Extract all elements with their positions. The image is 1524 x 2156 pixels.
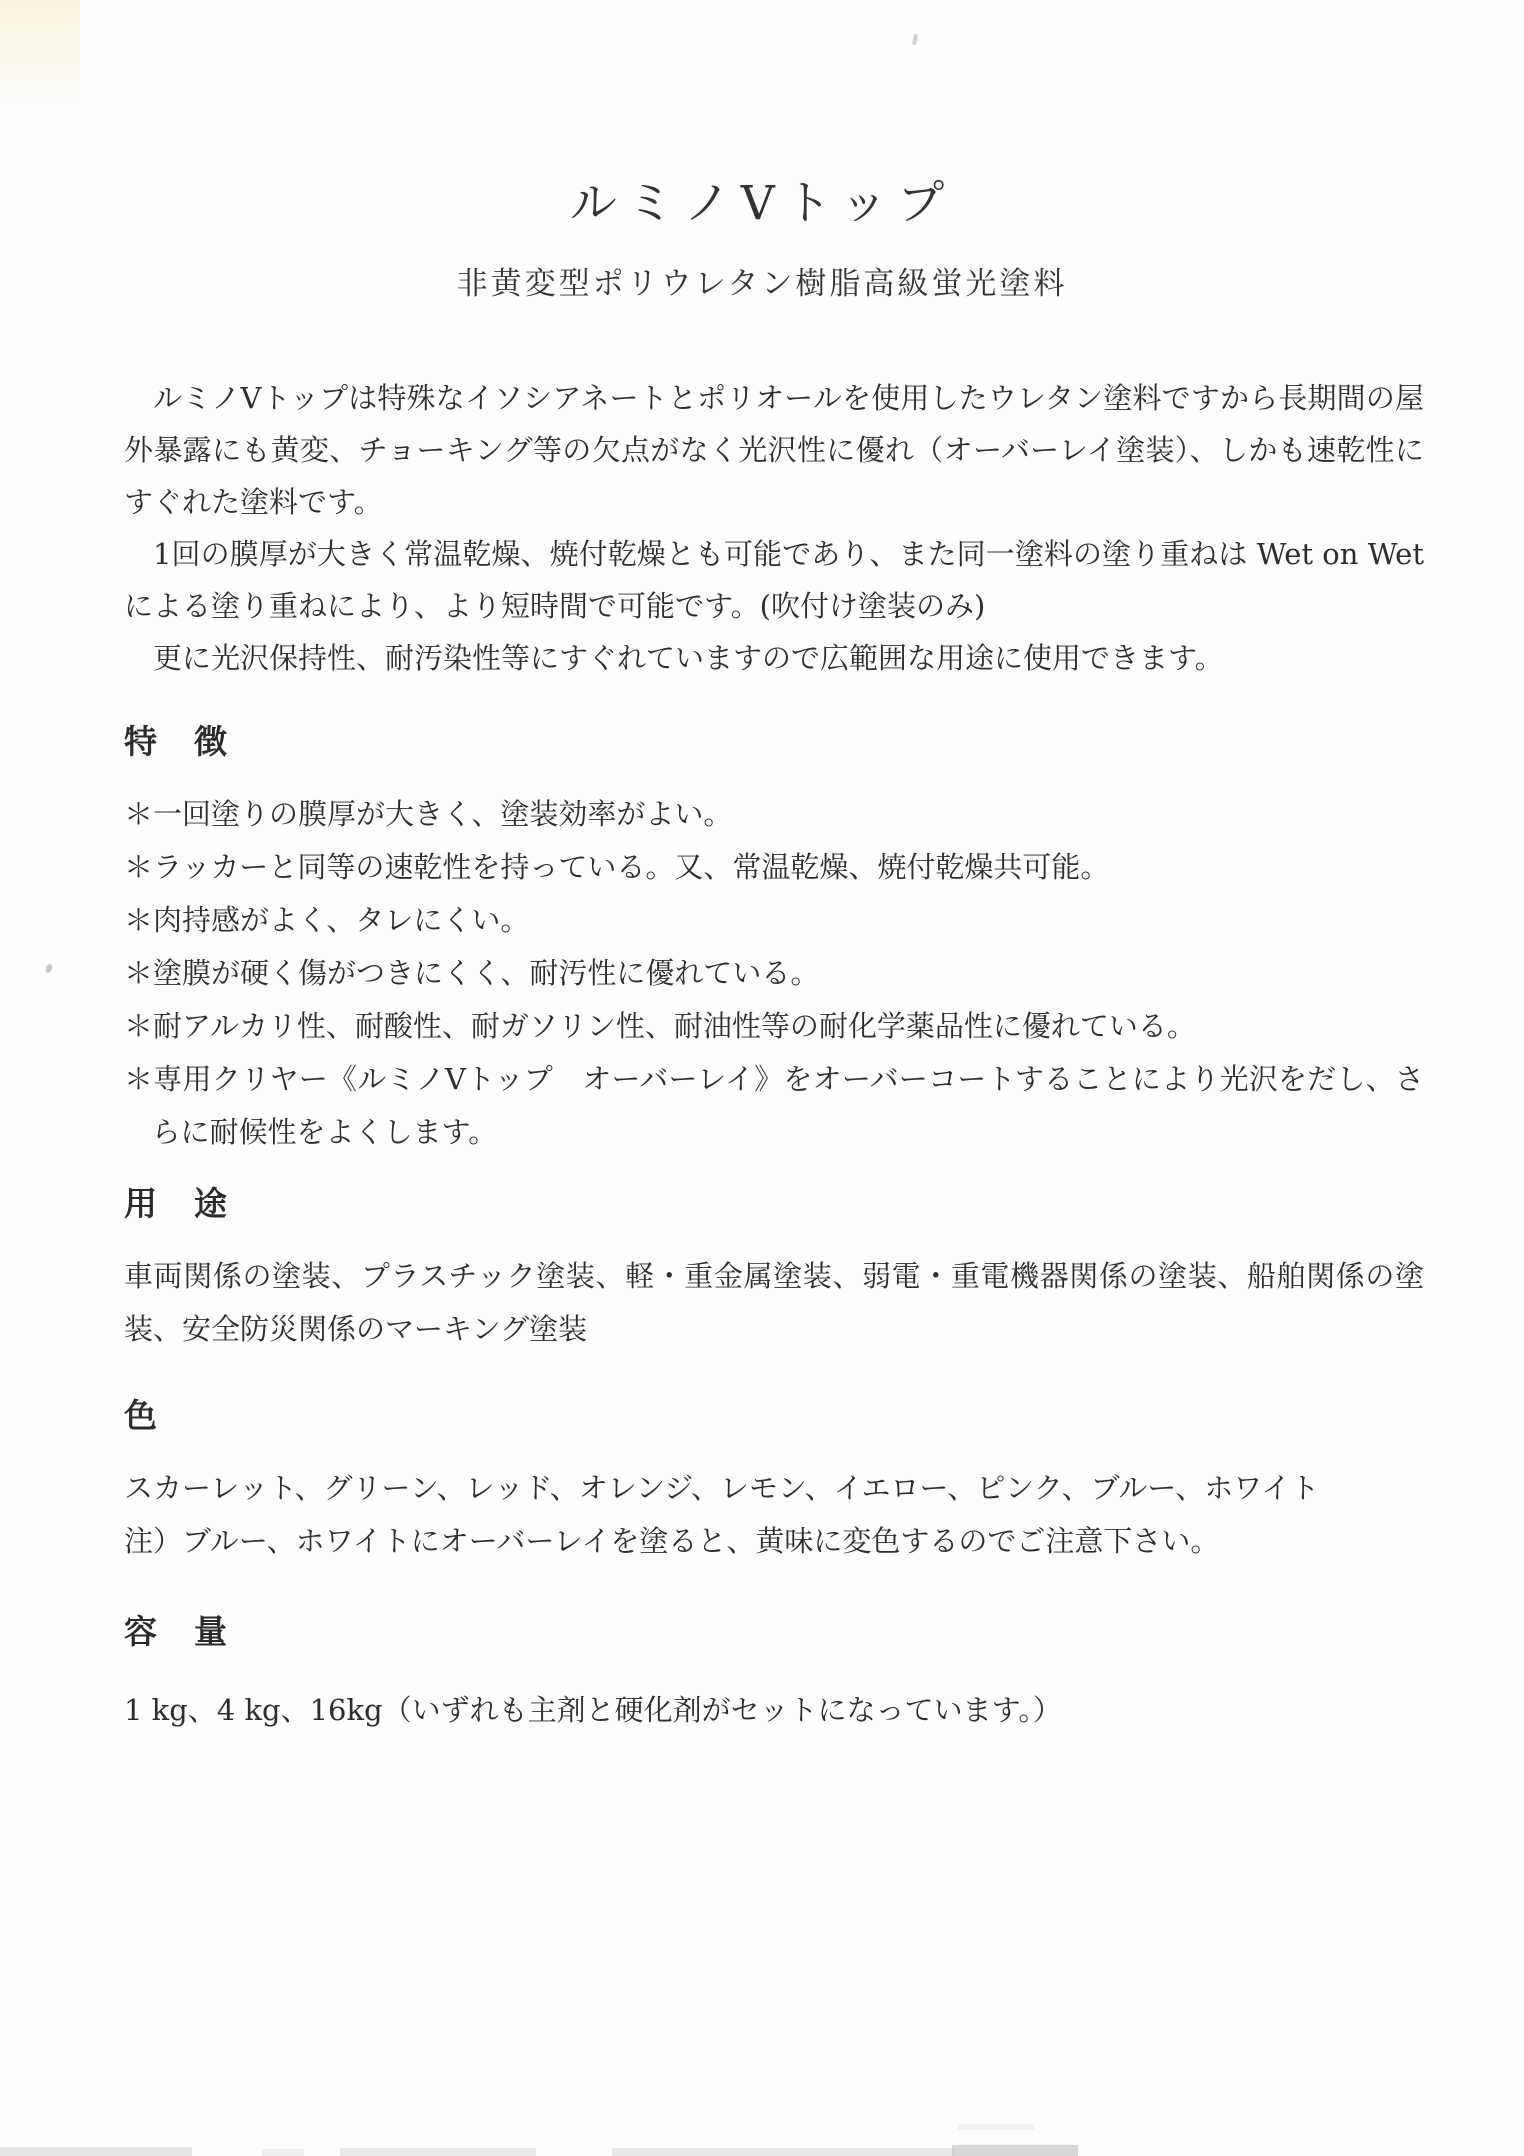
feature-item: ＊ラッカーと同等の速乾性を持っている。又、常温乾燥、焼付乾燥共可能。 bbox=[124, 850, 1110, 884]
scan-bottom-smudge bbox=[958, 2124, 1034, 2130]
page-subtitle: 非黄変型ポリウレタン樹脂高級蛍光塗料 bbox=[456, 266, 1068, 302]
section-uses bbox=[124, 1178, 1424, 1356]
feature-item: ＊肉持感がよく、タレにくい。 bbox=[124, 903, 530, 937]
section-features bbox=[124, 716, 1424, 1159]
feature-item: ＊専用クリヤー《ルミノVトップ オーバーレイ》をオーバーコートすることにより光沢をだし、さらに耐候性をよくします。 bbox=[124, 1062, 1424, 1149]
capacity-text: 1 kg、4 kg、16kg（いずれも主剤と硬化剤がセットになっています。） bbox=[124, 1693, 1062, 1727]
scan-speck-artifact bbox=[912, 34, 918, 46]
feature-item: ＊塗膜が硬く傷がつきにくく、耐汚性に優れている。 bbox=[124, 956, 820, 990]
page-title: ルミノVトップ bbox=[569, 176, 955, 231]
intro-paragraph: 更に光沢保持性、耐汚染性等にすぐれていますので広範囲な用途に使用できます。 bbox=[153, 641, 1224, 675]
scan-speck-artifact bbox=[45, 963, 53, 973]
section-capacity bbox=[124, 1606, 1424, 1737]
uses-text: 車両関係の塗装、プラスチック塗装、軽・重金属塗装、弱電・重電機器関係の塗装、船舶関係の塗装、安全防災関係のマーキング塗装 bbox=[124, 1259, 1424, 1346]
capacity-heading: 容 量 bbox=[124, 1612, 229, 1651]
scan-bottom-smudge bbox=[612, 2148, 954, 2156]
intro-paragraph: ルミノVトップは特殊なイソシアネートとポリオールを使用したウレタン塗料ですから長期間の屋外暴露にも黄変、チョーキング等の欠点がなく光沢性に優れ（オーバーレイ塗装）、しかも速乾性にすぐれた塗料です。 bbox=[124, 381, 1424, 519]
feature-item: ＊耐アルカリ性、耐酸性、耐ガソリン性、耐油性等の耐化学薬品性に優れている。 bbox=[124, 1009, 1196, 1043]
scan-bottom-smudge bbox=[0, 2147, 192, 2156]
scan-bottom-smudge bbox=[340, 2148, 536, 2156]
intro-paragraph: 1回の膜厚が大きく常温乾燥、焼付乾燥とも可能であり、また同一塗料の塗り重ねは Wet on Wet による塗り重ねにより、より短時間で可能です。(吹付け塗装のみ) bbox=[124, 537, 1424, 623]
feature-item: ＊一回塗りの膜厚が大きく、塗装効率がよい。 bbox=[124, 797, 733, 831]
scan-corner-artifact bbox=[0, 0, 80, 130]
scan-bottom-smudge bbox=[262, 2149, 304, 2156]
section-colors bbox=[124, 1390, 1424, 1568]
features-heading: 特 徴 bbox=[124, 722, 229, 761]
features-list bbox=[124, 788, 1424, 1159]
colors-text: スカーレット、グリーン、レッド、オレンジ、レモン、イエロー、ピンク、ブルー、ホワイト bbox=[124, 1471, 1320, 1505]
scan-bottom-smudge bbox=[952, 2145, 1078, 2156]
colors-heading: 色 bbox=[124, 1396, 159, 1435]
colors-note: 注）ブルー、ホワイトにオーバーレイを塗ると、黄味に変色するのでご注意下さい。 bbox=[124, 1524, 1220, 1558]
uses-heading: 用 途 bbox=[124, 1184, 229, 1223]
intro-paragraphs bbox=[124, 372, 1424, 684]
